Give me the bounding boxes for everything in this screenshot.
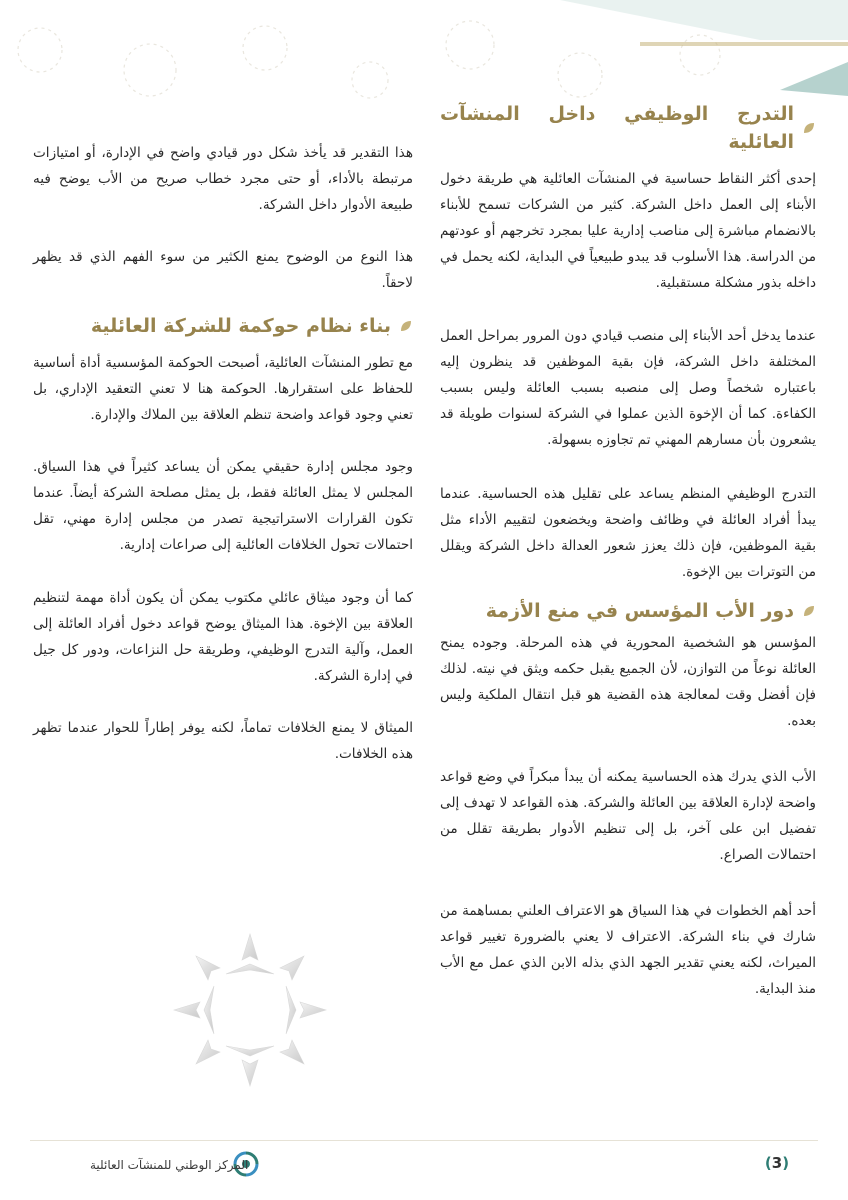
paragraph: وجود مجلس إدارة حقيقي يمكن أن يساعد كثيراً في هذا السياق. المجلس لا يمثل العائلة فقط، بل يمثل مصلحة الشركة أيضاً. عندما تكون القرارات الاستراتيجية تصدر من مجلس إدارة مهني، تقل احتمالات تحول الخلافات العائلية إلى صراعات إدارية. — [33, 459, 413, 553]
heading-text: التدرج الوظيفي داخل المنشآت العائلية — [440, 103, 794, 153]
section-heading — [33, 312, 413, 340]
paragraph: مع تطور المنشآت العائلية، أصبحت الحوكمة المؤسسية أداة أساسية للحفاظ على استقرارها. الحوكمة هنا لا تعني التعقيد الإداري، بل تعني وجود قواعد واضحة تنظم العلاقة بين الملاك والإدارة. — [33, 355, 413, 423]
paragraph: الأب الذي يدرك هذه الحساسية يمكنه أن يبدأ مبكراً في وضع قواعد واضحة لإدارة العلاقة بين العائلة والشركة. هذه القواعد لا تهدف إلى تفضيل ابن على آخر، بل إلى تنظيم الأدوار بطريقة تقلل من احتمالات الصراع. — [440, 769, 816, 863]
section-heading — [440, 597, 816, 625]
paragraph: أحد أهم الخطوات في هذا السياق هو الاعتراف العلني بمساهمة من شارك في بناء الشركة. الاعتراف لا يعني بالضرورة تغيير قواعد الميراث، لكنه يعني تقدير الجهد الذي بذله الابن الذي عمل مع الأب منذ البداية. — [440, 903, 816, 997]
paragraph: هذا النوع من الوضوح يمنع الكثير من سوء الفهم الذي قد يظهر لاحقاً. — [33, 249, 413, 291]
footer-divider — [30, 1140, 818, 1141]
page-number: (3) — [764, 1154, 790, 1172]
page-number-value: 3 — [771, 1154, 783, 1172]
leaf-icon — [802, 121, 816, 135]
leaf-icon — [399, 319, 413, 333]
section-heading — [440, 100, 816, 156]
right-column — [440, 100, 816, 1029]
left-column — [33, 140, 413, 793]
paragraph: المؤسس هو الشخصية المحورية في هذه المرحلة. وجوده يمنح العائلة نوعاً من التوازن، لأن الجميع يقبل حكمه ويثق في نيته. لذلك فإن أفضل وقت لمعالجة هذه القضية هو قبل انتقال الملكية وليس بعده. — [440, 635, 816, 729]
paragraph: عندما يدخل أحد الأبناء إلى منصب قيادي دون المرور بمراحل العمل المختلفة داخل الشركة، فإن بقية الموظفين قد ينظرون إليه باعتباره شخصاً وصل إلى منصبه بسبب العائلة وليس بسبب الكفاءة. كما أن الإخوة الذين عملوا في الشركة لسنوات طويلة قد يشعرون بأن مسارهم المهني تم تجاوزه بسهولة. — [440, 328, 816, 448]
star-ornament-icon — [170, 930, 330, 1090]
paragraph: التدرج الوظيفي المنظم يساعد على تقليل هذه الحساسية. عندما يبدأ أفراد العائلة في وظائف واضحة ويخضعون لتقييم الأداء مثل بقية الموظفين، فإن ذلك يعزز شعور العدالة داخل الشركة ويقلل من التوترات بين الإخوة. — [440, 486, 816, 580]
paragraph: إحدى أكثر النقاط حساسية في المنشآت العائلية هي طريقة دخول الأبناء إلى العمل داخل الشركة. كثير من الشركات تسمح للأبناء بالانضمام مباشرة إلى مناصب إدارية عليا بمجرد تخرجهم أو عودتهم من الدراسة. هذا الأسلوب قد يبدو طبيعياً في البداية، لكنه يحمل في داخله بذور مشكلة مستقبلية. — [440, 171, 816, 291]
paragraph: الميثاق لا يمنع الخلافات تماماً، لكنه يوفر إطاراً للحوار عندما تظهر هذه الخلافات. — [33, 720, 413, 762]
heading-text: بناء نظام حوكمة للشركة العائلية — [90, 315, 391, 337]
organization-name: المركز الوطني للمنشآت العائلية — [90, 1158, 249, 1172]
paragraph: كما أن وجود ميثاق عائلي مكتوب يمكن أن يكون أداة مهمة لتنظيم العلاقة بين الإخوة. هذا الميثاق يوضح قواعد دخول أفراد العائلة إلى العمل، وآلية التدرج الوظيفي، وطريقة حل النزاعات، ودور كل جيل في إدارة الشركة. — [33, 590, 413, 684]
heading-text: دور الأب المؤسس في منع الأزمة — [485, 600, 794, 622]
paragraph: هذا التقدير قد يأخذ شكل دور قيادي واضح في الإدارة، أو امتيازات مرتبطة بالأداء، أو حتى مجرد خطاب صريح من الأب يوضح فيه طبيعة الأدوار داخل الشركة. — [33, 145, 413, 213]
background-pattern — [0, 0, 848, 110]
leaf-icon — [802, 604, 816, 618]
